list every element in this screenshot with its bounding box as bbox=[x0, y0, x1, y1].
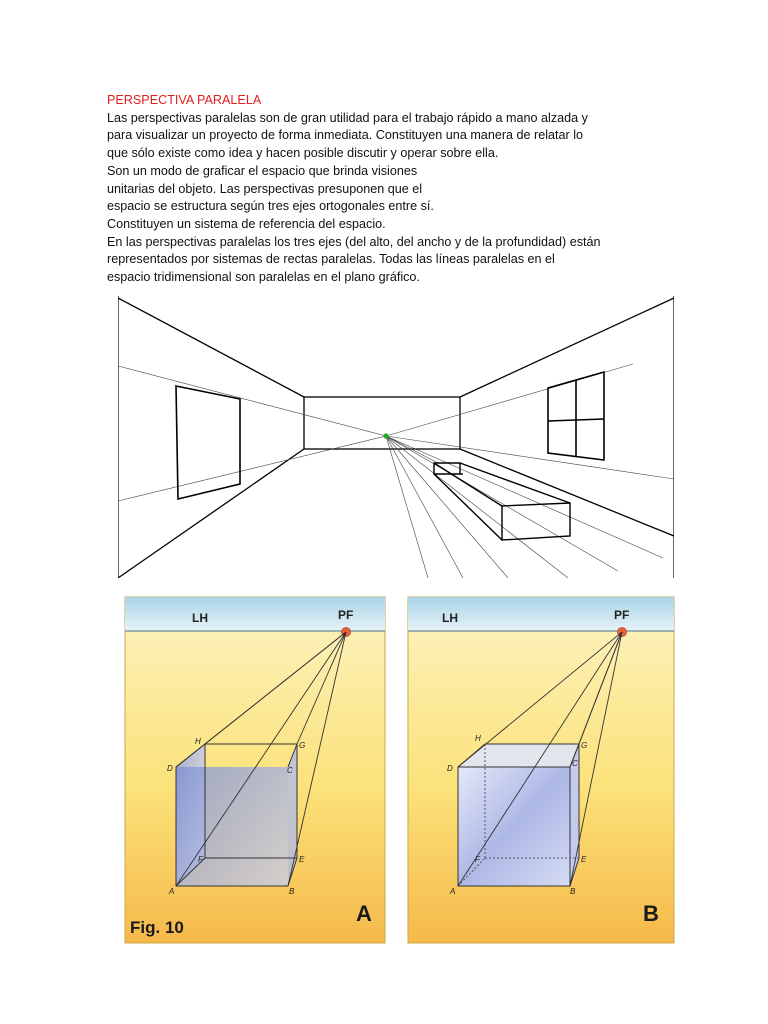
panel-b-vertex-b: B bbox=[570, 887, 576, 896]
panel-a bbox=[125, 597, 385, 943]
paragraph-line: Constituyen un sistema de referencia del espacio. bbox=[107, 216, 386, 231]
ceiling-left-edge bbox=[118, 298, 304, 397]
back-wall bbox=[304, 397, 460, 449]
body-paragraph bbox=[107, 110, 607, 287]
section-title: PERSPECTIVA PARALELA bbox=[107, 93, 262, 107]
panel-a-vertex-e: E bbox=[299, 855, 305, 864]
panel-b-horizon-label: LH bbox=[442, 611, 458, 625]
panel-a-vertex-d: D bbox=[167, 764, 173, 773]
paragraph-line: espacio se estructura según tres ejes ortogonales entre sí. bbox=[107, 199, 434, 214]
paragraph-line: En las perspectivas paralelas los tres ejes (del alto, del ancho y de la profundidad) están bbox=[107, 234, 601, 249]
paragraph-line: unitarias del objeto. Las perspectivas presuponen que el bbox=[107, 181, 423, 196]
panel-b-vertex-a: A bbox=[450, 887, 456, 896]
panel-b-vp-label: PF bbox=[614, 608, 630, 622]
paragraph-line: representados por sistemas de rectas paralelas. Todas las líneas paralelas en el bbox=[107, 252, 555, 267]
bench-box bbox=[434, 463, 570, 540]
panel-b-vertex-c: C bbox=[572, 759, 578, 768]
panel-b-vertex-d: D bbox=[447, 764, 453, 773]
floor-right-edge bbox=[460, 449, 674, 536]
figure-caption: Fig. 10 bbox=[130, 918, 184, 937]
left-window bbox=[176, 386, 240, 499]
right-window bbox=[548, 372, 604, 460]
fig-10-panels bbox=[124, 596, 676, 946]
paragraph-line: para visualizar un proyecto de forma inmediata. Constituyen una manera de relatar lo bbox=[107, 128, 584, 143]
panel-b-vertex-f: F bbox=[475, 855, 480, 864]
panel-b-vertex-g: G bbox=[581, 741, 588, 750]
panel-a-vertex-c: C bbox=[287, 766, 293, 775]
panel-a-vertex-f: F bbox=[198, 855, 203, 864]
text-block bbox=[107, 92, 607, 287]
panel-b-vertex-e: E bbox=[581, 855, 587, 864]
panel-b bbox=[408, 597, 674, 943]
panel-b-vertex-h: H bbox=[475, 734, 481, 743]
room-perspective-drawing bbox=[118, 296, 674, 578]
paragraph-line: Las perspectivas paralelas son de gran utilidad para el trabajo rápido a mano alzada y bbox=[107, 110, 588, 125]
paragraph-line: espacio tridimensional son paralelas en el plano gráfico. bbox=[107, 270, 420, 285]
panel-b-label: B bbox=[643, 901, 659, 926]
panel-a-horizon-label: LH bbox=[192, 611, 208, 625]
panel-a-vertex-g: G bbox=[299, 741, 306, 750]
paragraph-line: Son un modo de graficar el espacio que brinda visiones bbox=[107, 163, 418, 178]
panel-a-vertex-a: A bbox=[169, 887, 175, 896]
floor-left-edge bbox=[118, 449, 304, 578]
vanishing-point-dot bbox=[383, 433, 388, 438]
construction-lines bbox=[118, 364, 674, 578]
panel-a-front-face bbox=[176, 767, 288, 886]
panel-a-vp-label: PF bbox=[338, 608, 354, 622]
panel-a-vertex-b: B bbox=[289, 887, 295, 896]
paragraph-line: que sólo existe como idea y hacen posible discutir y operar sobre ella. bbox=[107, 146, 499, 161]
panel-a-label: A bbox=[356, 901, 372, 926]
panel-a-vertex-h: H bbox=[195, 737, 201, 746]
